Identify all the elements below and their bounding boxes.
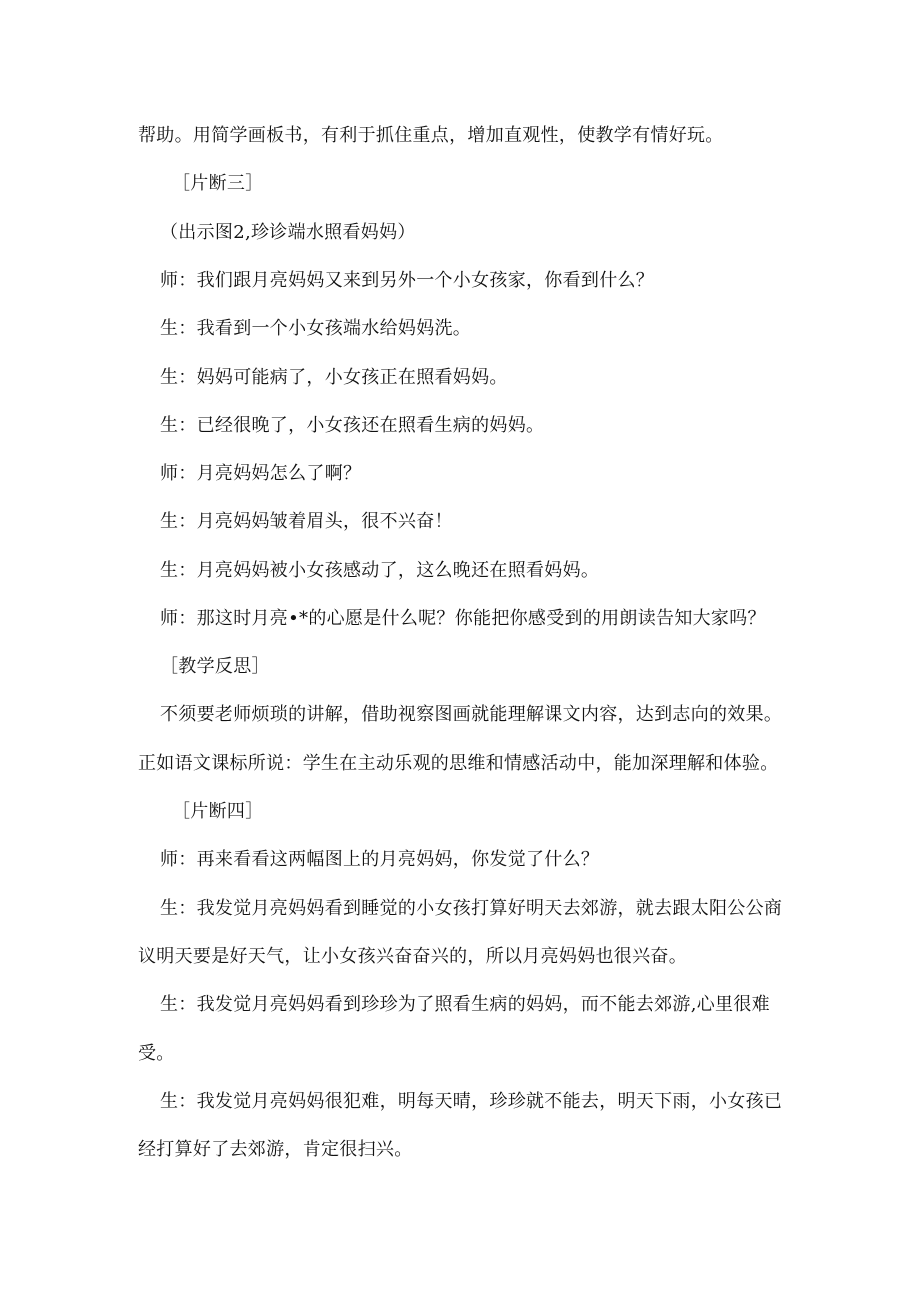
dialogue-line: 生：我发觉月亮妈妈看到睡觉的小女孩打算好明天去郊游，就去跟太阳公公商	[160, 898, 783, 919]
section-heading-reflection: ［教学反思］	[160, 656, 270, 677]
reflection-text-line: 正如语文课标所说：学生在主动乐观的思维和情感活动中，能加深理解和体验。	[138, 753, 779, 774]
dialogue-line: 生：我发觉月亮妈妈看到珍珍为了照看生病的妈妈，而不能去郊游,心里很难	[160, 994, 770, 1015]
section-heading-fragment-4: ［片断四］	[172, 801, 264, 822]
dialogue-line-continued: 经打算好了去郊游，肯定很扫兴。	[138, 1139, 413, 1160]
dialogue-line: 师：月亮妈妈怎么了啊？	[160, 463, 362, 484]
paragraph-line-1: 帮助。用简学画板书，有利于抓住重点，增加直观性，使教学有情好玩。	[138, 125, 724, 146]
section-heading-fragment-3: ［片断三］	[172, 173, 264, 194]
dialogue-line: 生：妈妈可能病了，小女孩正在照看妈妈。	[160, 367, 508, 388]
reflection-text-line: 不须要老师烦琐的讲解，借助视察图画就能理解课文内容，达到志向的效果。	[160, 704, 783, 725]
dialogue-line: 生：月亮妈妈被小女孩感动了，这么晚还在照看妈妈。	[160, 560, 600, 581]
stage-direction: （出示图2,珍诊端水照看妈妈）	[160, 222, 416, 243]
dialogue-line: 师：我们跟月亮妈妈又来到另外一个小女孩家，你看到什么？	[160, 270, 655, 291]
dialogue-line: 生：月亮妈妈皱着眉头，很不兴奋！	[160, 511, 453, 532]
dialogue-line-continued: 受。	[138, 1043, 175, 1064]
dialogue-line: 师：再来看看这两幅图上的月亮妈妈，你发觉了什么？	[160, 849, 600, 870]
dialogue-line: 生：已经很晚了，小女孩还在照看生病的妈妈。	[160, 415, 545, 436]
dialogue-line: 生：我发觉月亮妈妈很犯难，明每天晴，珍珍就不能去，明天下雨，小女孩已	[160, 1091, 783, 1112]
dialogue-line: 生：我看到一个小女孩端水给妈妈洗。	[160, 318, 472, 339]
dialogue-line: 师：那这时月亮•*的心愿是什么呢？你能把你感受到的用朗读告知大家吗？	[160, 608, 766, 629]
dialogue-line-continued: 议明天要是好天气，让小女孩兴奋奋兴的，所以月亮妈妈也很兴奋。	[138, 946, 687, 967]
